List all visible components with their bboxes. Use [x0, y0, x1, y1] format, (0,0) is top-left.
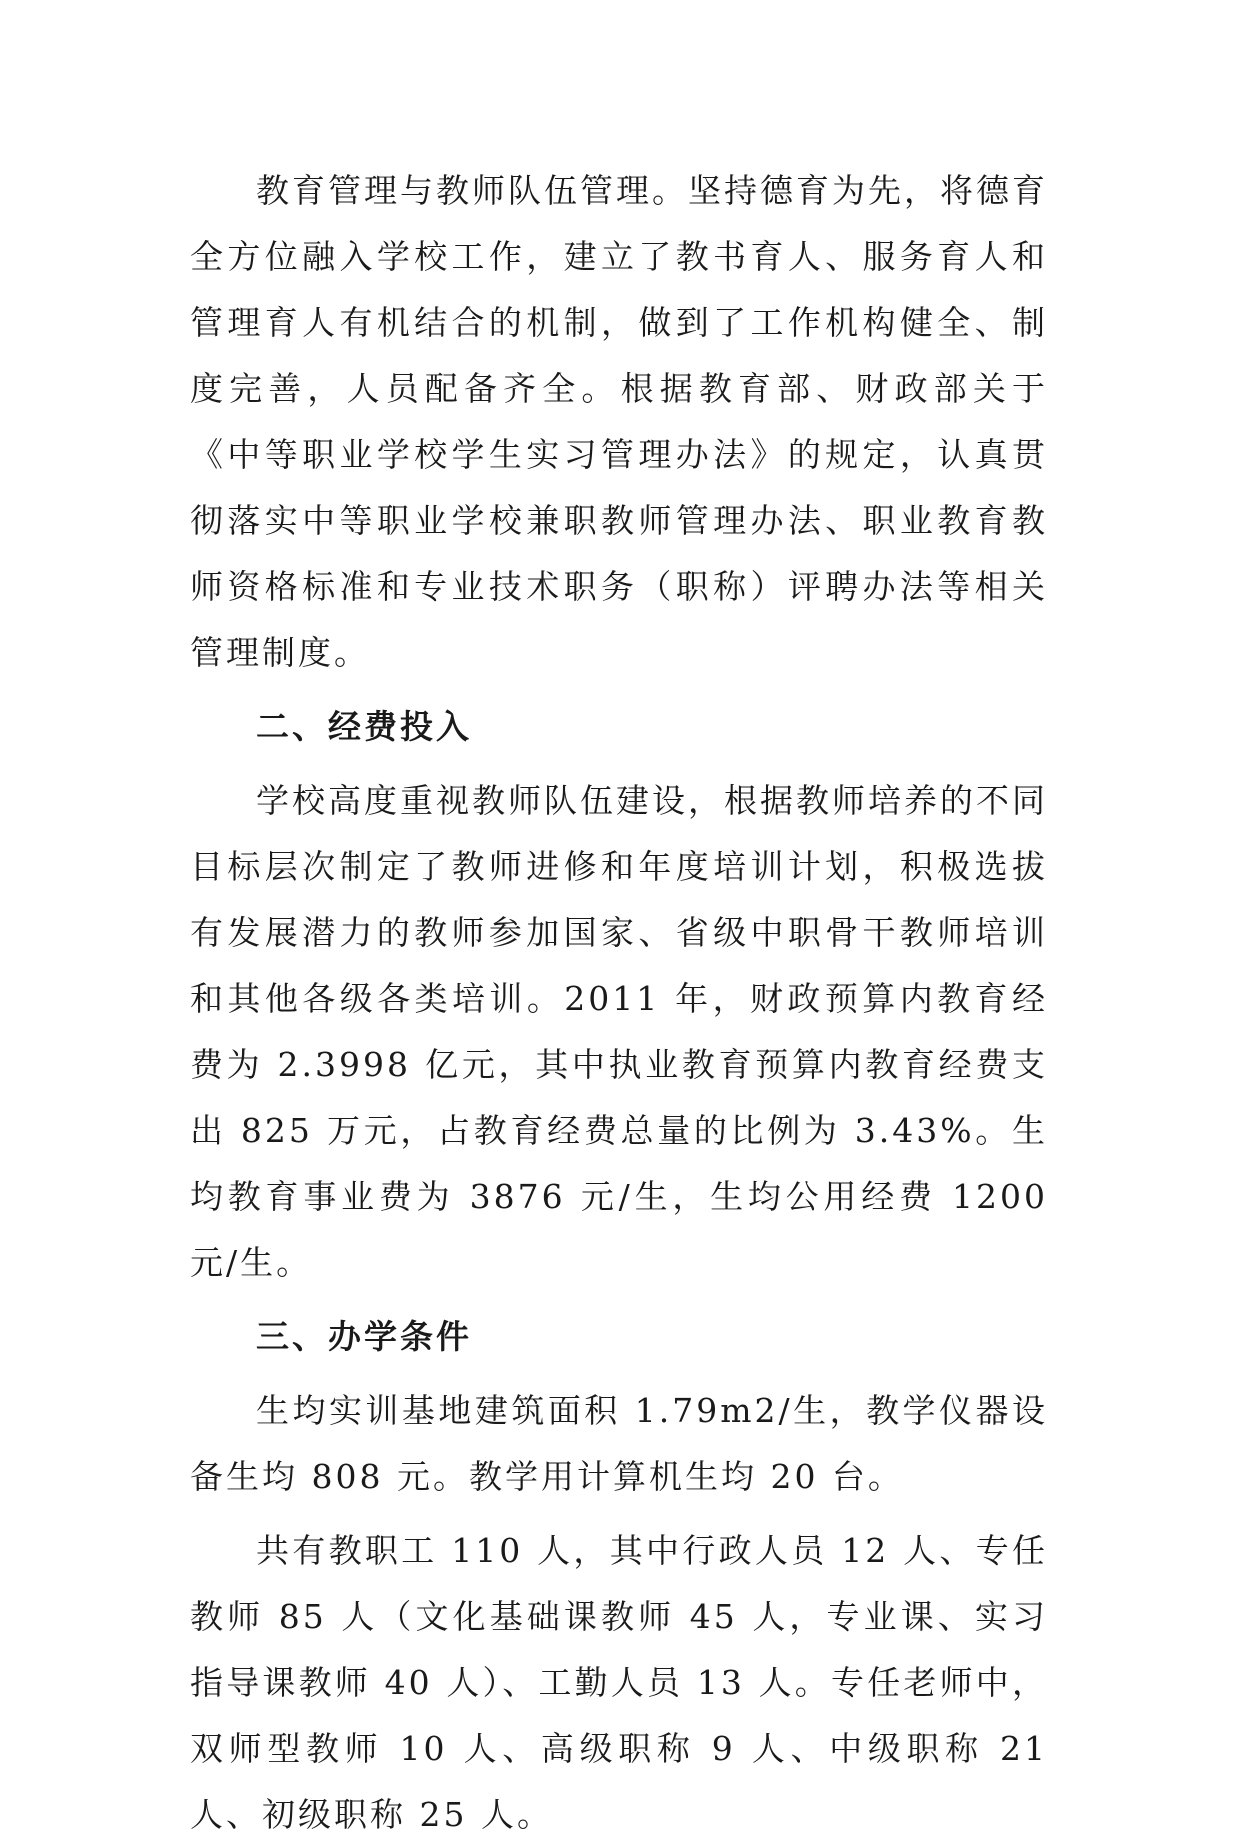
section-heading-funding: 二、经费投入 — [256, 707, 472, 746]
document-body — [190, 158, 1048, 1848]
paragraph-management: 教育管理与教师队伍管理。坚持德育为先，将德育全方位融入学校工作，建立了教书育人、服务育人和管理育人有机结合的机制，做到了工作机构健全、制度完善，人员配备齐全。根据教育部、财政部关于《中等职业学校学生实习管理办法》的规定，认真贯彻落实中等职业学校兼职教师管理办法、职业教育教师资格标准和专业技术职务（职称）评聘办法等相关管理制度。 — [190, 171, 1048, 672]
section-heading-conditions: 三、办学条件 — [256, 1317, 472, 1356]
paragraph-funding: 学校高度重视教师队伍建设，根据教师培养的不同目标层次制定了教师进修和年度培训计划，积极选拔有发展潜力的教师参加国家、省级中职骨干教师培训和其他各级各类培训。2011 年，财政预算内教育经费为 2.3998 亿元，其中执业教育预算内教育经费支出 825 万元，占教育经费总量的比例为 3.43%。生均教育事业费为 3876 元/生，生均公用经费 1200 元/生。 — [190, 781, 1048, 1282]
paragraph-facilities: 生均实训基地建筑面积 1.79m2/生，教学仪器设备生均 808 元。教学用计算机生均 20 台。 — [190, 1391, 1048, 1496]
paragraph-staff: 共有教职工 110 人，其中行政人员 12 人、专任教师 85 人（文化基础课教师 45 人，专业课、实习指导课教师 40 人）、工勤人员 13 人。专任老师中，双师型教师 10 人、高级职称 9 人、中级职称 21 人、初级职称 25 人。 — [190, 1531, 1048, 1834]
